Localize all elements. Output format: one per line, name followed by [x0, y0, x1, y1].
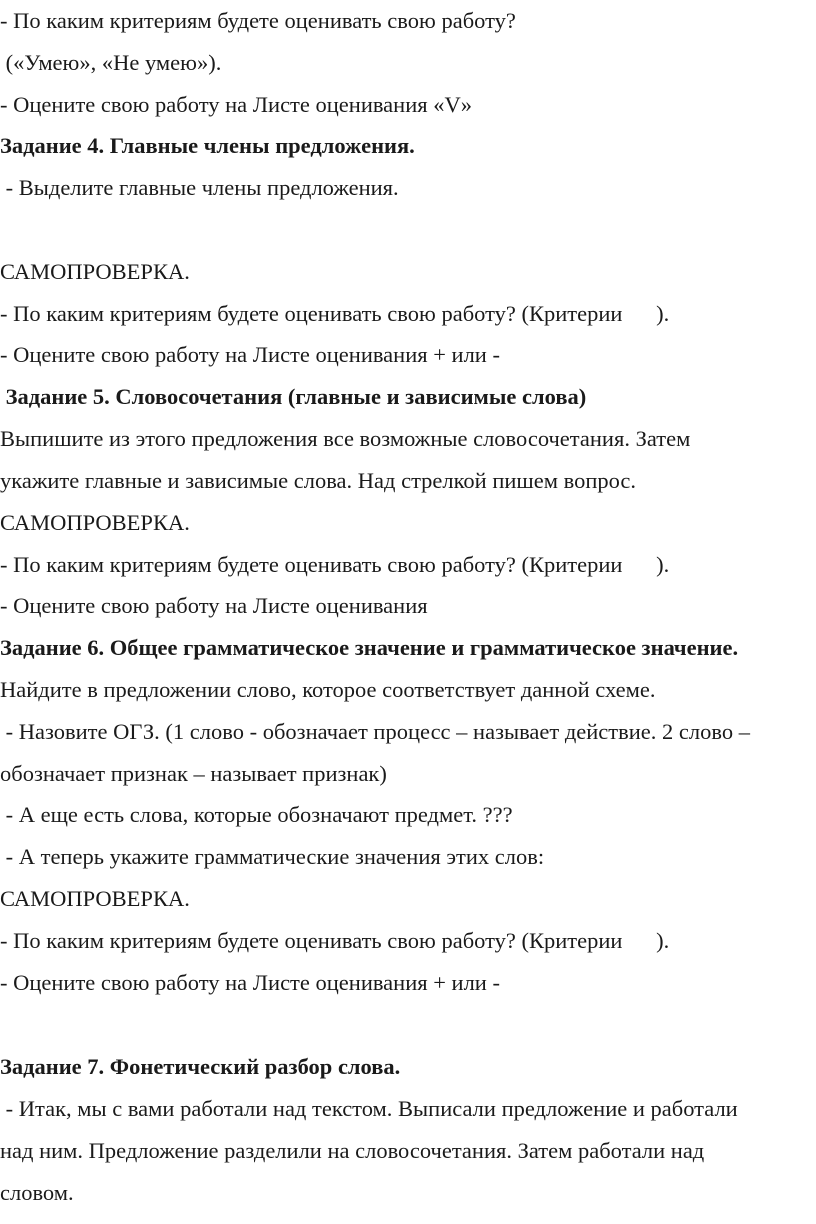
task-4-heading: Задание 4. Главные члены предложения.	[0, 133, 415, 158]
task-5-heading: Задание 5. Словосочетания (главные и зависимые слова)	[0, 384, 587, 409]
self-check-heading: САМОПРОВЕРКА.	[0, 510, 190, 535]
text-line-evaluate-plus-minus: - Оцените свою работу на Листе оценивания + или -	[0, 970, 500, 995]
text-line-worked-on-text: - Итак, мы с вами работали над текстом. Выписали предложение и работали	[0, 1096, 738, 1121]
text-line-object-words: - А еще есть слова, которые обозначают предмет. ???	[0, 802, 513, 827]
text-line-worked-on-text-end: словом.	[0, 1180, 74, 1205]
self-check-heading: САМОПРОВЕРКА.	[0, 886, 190, 911]
text-line-worked-on-text-cont: над ним. Предложение разделили на словосочетания. Затем работали над	[0, 1138, 705, 1163]
text-line-name-ogz-cont: обозначает признак – называет признак)	[0, 761, 387, 786]
text-line-criteria-question: - По каким критериям будете оценивать свою работу?	[0, 8, 516, 33]
text-line-can-cannot: («Умею», «Не умею»).	[0, 50, 222, 75]
self-check-heading: САМОПРОВЕРКА.	[0, 259, 190, 284]
task-6-heading: Задание 6. Общее грамматическое значение и грамматическое значение.	[0, 635, 739, 660]
text-line-find-word: Найдите в предложении слово, которое соответствует данной схеме.	[0, 677, 656, 702]
text-line-criteria-question: - По каким критериям будете оценивать свою работу? (Критерии ).	[0, 301, 670, 326]
text-line-evaluate: - Оцените свою работу на Листе оценивания	[0, 593, 428, 618]
text-line-grammatical-meanings: - А теперь укажите грамматические значения этих слов:	[0, 844, 545, 869]
text-line-task-5-instructions: Выпишите из этого предложения все возможные словосочетания. Затем	[0, 426, 691, 451]
text-line-evaluate-plus-minus: - Оцените свою работу на Листе оценивания + или -	[0, 342, 500, 367]
text-line-evaluate-v: - Оцените свою работу на Листе оценивания «V»	[0, 92, 472, 117]
text-line-highlight-members: - Выделите главные члены предложения.	[0, 175, 399, 200]
text-line-task-5-instructions: укажите главные и зависимые слова. Над стрелкой пишем вопрос.	[0, 468, 637, 493]
task-7-heading: Задание 7. Фонетический разбор слова.	[0, 1054, 401, 1079]
text-line-criteria-question: - По каким критериям будете оценивать свою работу? (Критерии ).	[0, 928, 670, 953]
text-line-name-ogz: - Назовите ОГЗ. (1 слово - обозначает процесс – называет действие. 2 слово –	[0, 719, 750, 744]
text-line-criteria-question: - По каким критериям будете оценивать свою работу? (Критерии ).	[0, 552, 670, 577]
